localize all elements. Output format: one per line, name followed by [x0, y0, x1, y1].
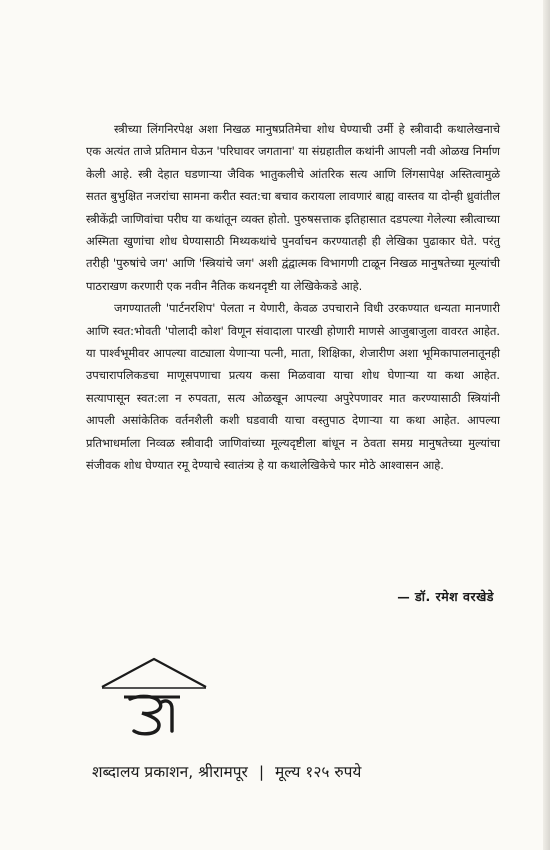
publisher-line [92, 760, 512, 782]
blurb-paragraph-2: जगण्यातली 'पार्टनरशिप' पेलता न येणारी, केवळ उपचाराने विधी उरकण्यात धन्यता मानणारी आणि स्वत:भोवती 'पोलादी कोश' विणून संवादाला पारखी होणारी माणसे आजुबाजुला वावरत आहेत. या पार्श्वभूमीवर आपल्या वाट्याला येणाऱ्या पत्नी, माता, शिक्षिका, शेजारीण अशा भूमिकापालनातूनही उपचारापलिकडचा माणूसपणाचा प्रत्यय कसा मिळवावा याचा शोध घेणाऱ्या या कथा आहेत. सत्यापासून स्वत:ला न रुपवता, सत्य ओळखून आपल्या अपुरेपणावर मात करण्यासाठी स्त्रियांनी आपली असांकेतिक वर्तनशैली कशी घडवावी याचा वस्तुपाठ देणाऱ्या या कथा आहेत. आपल्या प्रतिभाधर्माला निव्वळ स्त्रीवादी जाणिवांच्या मूल्यदृष्टीला बांधून न ठेवता समग्र मानुषतेच्या मुल्यांचा संजीवक शोध घेण्यात रमू देण्याचे स्वातंत्र्य हे या कथालेखिकेचे फार मोठे आश्वासन आहे. [86, 301, 500, 473]
page-edge [543, 0, 550, 850]
blurb-text [86, 118, 500, 477]
blurb-paragraph-1: स्त्रीच्या लिंगनिरपेक्ष अशा निखळ मानुषप्रतिमेचा शोध घेण्याची उर्मी हे स्त्रीवादी कथालेखनाचे एक अत्यंत ताजे प्रतिमान घेऊन 'परिघावर जगताना' या संग्रहातील कथांनी आपली नवी ओळख निर्माण केली आहे. स्त्री देहात घडणाऱ्या जैविक भातुकलीचे आंतरिक सत्य आणि लिंगसापेक्ष अस्तित्वामुळे सतत बुभुक्षित नजरांचा सामना करीत स्वत:चा बचाव करायला लावणारं बाह्य वास्तव या दोन्ही ध्रुवांतील स्त्रीकेंद्री जाणिवांचा परीघ या कथांतून व्यक्त होतो. पुरुषसत्ताक इतिहासात दडपल्या गेलेल्या स्त्रीत्वाच्या अस्मिता खुणांचा शोध घेण्यासाठी मिथ्यकथांचे पुनर्वाचन करण्यातही ही लेखिका पुढाकार घेते. परंतु तरीही 'पुरुषांचे जग' आणि 'स्त्रियांचे जग' अशी द्वंद्वात्मक विभागणी टाळून निखळ मानुषतेच्या मूल्यांची पाठराखण करणारी एक नवीन नैतिक कथनदृष्टी या लेखिकेकडे आहे. [86, 122, 500, 293]
book-price: मूल्य १२५ रुपये [274, 763, 362, 781]
separator: | [258, 763, 265, 781]
author-signature: — डॉ. रमेश वरखेडे [397, 589, 494, 604]
publisher-name: शब्दालय प्रकाशन, श्रीरामपूर [92, 763, 248, 781]
publisher-logo-icon [100, 657, 208, 737]
